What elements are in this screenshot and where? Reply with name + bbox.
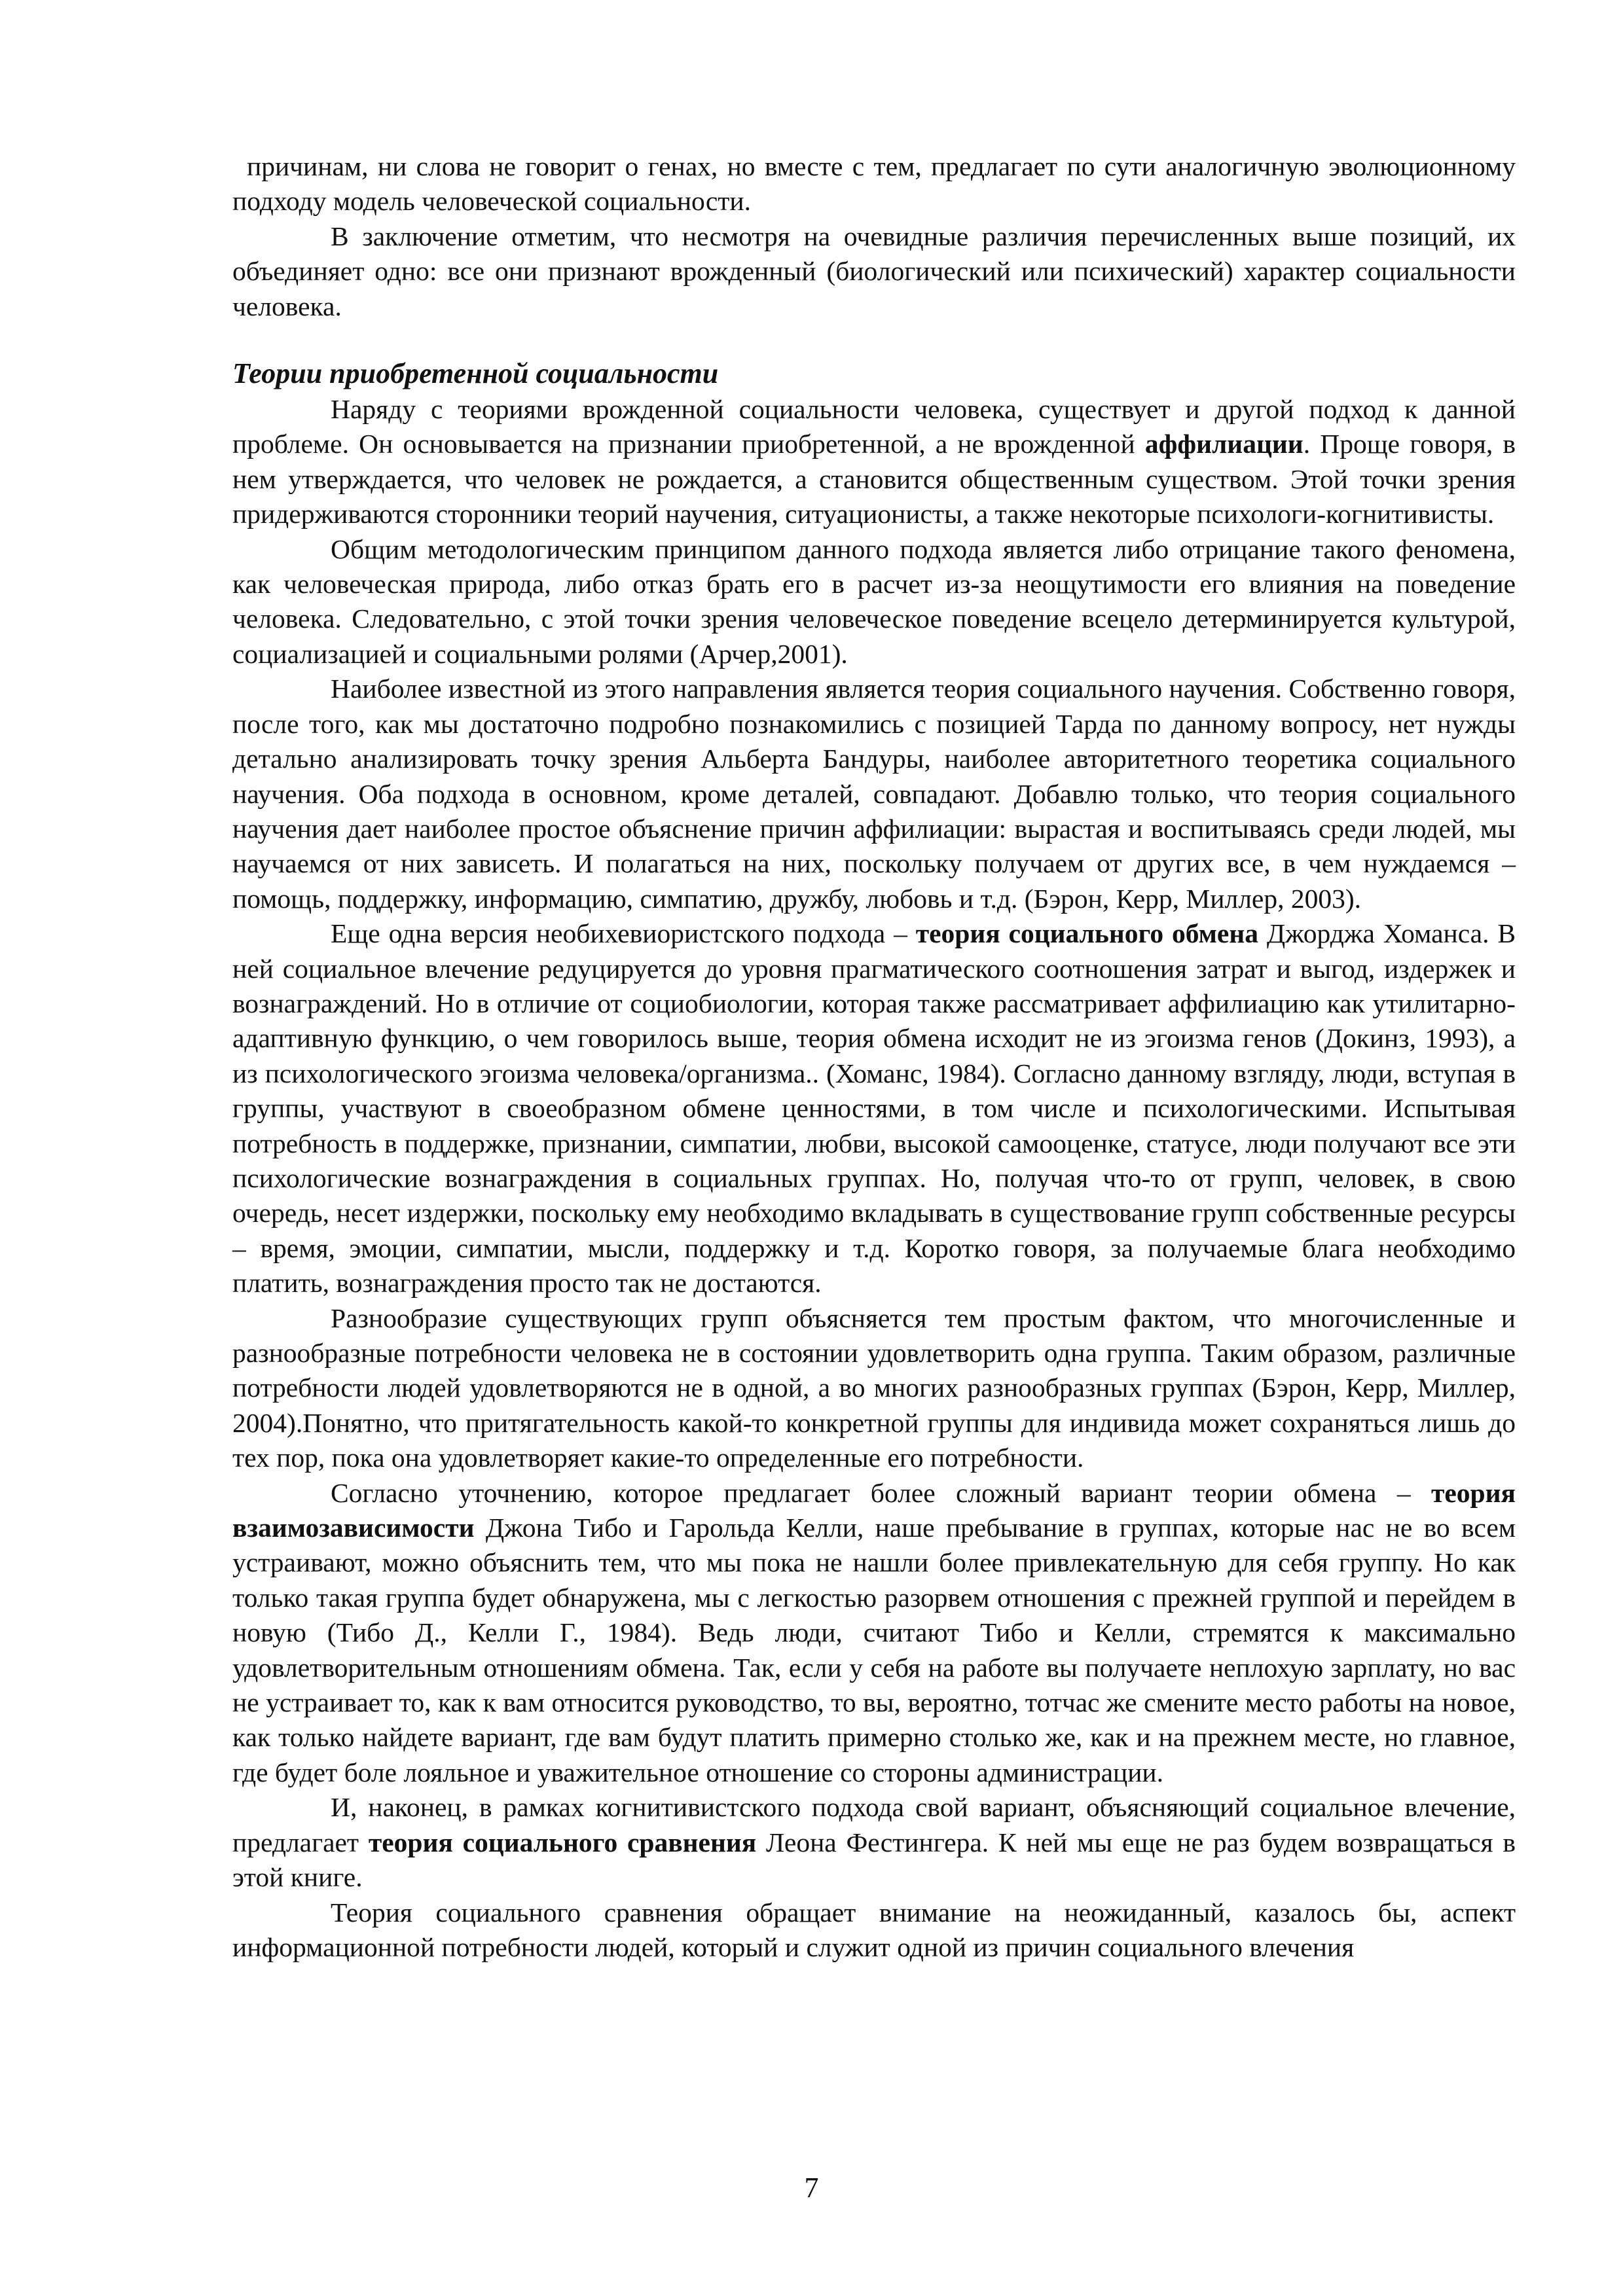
paragraph-1: Наряду с теориями врожденной социальности человека, существует и другой подход к данной проблеме. Он основывается на признании приобретенной, а не врожденной аффилиации. Проще говоря, в нем утверждается, что человек не рождается, а становится общественным существом. Этой точки зрения придерживаются сторонники теорий научения, ситуационисты, а также некоторые психологи-когнитивисты.: [232, 394, 1516, 529]
paragraph-intro-1: причинам, ни слова не говорит о генах, но вместе с тем, предлагает по сути аналогичную эволюционному подходу модель человеческой социальности.: [232, 151, 1516, 217]
paragraph-5: Разнообразие существующих групп объясняется тем простым фактом, что многочисленные и разнообразные потребности человека не в состоянии удовлетворить одна группа. Таким образом, различные потребности людей удовлетворяются не в одной, а во многих разнообразных группах (Бэрон, Керр, Миллер, 2004).Понятно, что притягательность какой-то конкретной группы для индивида может сохраняться лишь до тех пор, пока она удовлетворяет какие-то определенные его потребности.: [232, 1302, 1516, 1473]
page-text: [232, 149, 1516, 1965]
paragraph-intro-2: В заключение отметим, что несмотря на очевидные различия перечисленных выше позиций, их объединяет одно: все они признают врожденный (биологический или психический) характер социальности человека.: [232, 221, 1516, 321]
term-social-exchange: теория социального обмена: [915, 918, 1258, 949]
paragraph-6: Согласно уточнению, которое предлагает более сложный вариант теории обмена – теория взаимозависимости Джона Тибо и Гарольда Келли, наше пребывание в группах, которые нас не во всем устраивают, можно объяснить тем, что мы пока не нашли более привлекательную для себя группу. Но как только такая группа будет обнаружена, мы с легкостью разорвем отношения с прежней группой и перейдем в новую (Тибо Д., Келли Г., 1984). Ведь люди, считают Тибо и Келли, стремятся к максимально удовлетворительным отношениям обмена. Так, если у себя на работе вы получаете неплохую зарплату, но вас не устраивает то, как к вам относится руководство, то вы, вероятно, тотчас же смените место работы на новое, как только найдете вариант, где вам будут платить примерно столько же, как и на прежнем месте, но главное, где будет боле лояльное и уважительное отношение со стороны администрации.: [232, 1477, 1516, 1787]
term-interdependence: теория взаимозависимости: [232, 1477, 1516, 1543]
paragraph-7: И, наконец, в рамках когнитивистского подхода свой вариант, объясняющий социальное влечение, предлагает теория социального сравнения Леона Фестингера. К ней мы еще не раз будем возвращаться в этой книге.: [232, 1792, 1516, 1893]
paragraph-4: Еще одна версия необихевиористского подхода – теория социального обмена Джорджа Хоманса. В ней социальное влечение редуцируется до уровня прагматического соотношения затрат и выгод, издержек и вознаграждений. Но в отличие от социобиологии, которая также рассматривает аффилиацию как утилитарно-адаптивную функцию, о чем говорилось выше, теория обмена исходит не из эгоизма генов (Докинз, 1993), а из психологического эгоизма человека/организма.. (Хоманс, 1984). Согласно данному взгляду, люди, вступая в группы, участвуют в своеобразном обмене ценностями, в том числе и психологическими. Испытывая потребность в поддержке, признании, симпатии, любви, высокой самооценке, статусе, люди получают все эти психологические вознаграждения в социальных группах. Но, получая что-то от групп, человек, в свою очередь, несет издержки, поскольку ему необходимо вкладывать в существование групп собственные ресурсы – время, эмоции, симпатии, мысли, поддержку и т.д. Коротко говоря, за получаемые блага необходимо платить, вознаграждения просто так не достаются.: [232, 918, 1516, 1299]
paragraph-3: Наиболее известной из этого направления является теория социального научения. Собственно говоря, после того, как мы достаточно подробно познакомились с позицией Тарда по данному вопросу, нет нужды детально анализировать точку зрения Альберта Бандуры, наиболее авторитетного теоретика социального научения. Оба подхода в основном, кроме деталей, совпадают. Добавлю только, что теория социального научения дает наиболее простое объяснение причин аффилиации: вырастая и воспитываясь среди людей, мы научаемся от них зависеть. И полагаться на них, поскольку получаем от других все, в чем нуждаемся – помощь, поддержку, информацию, симпатию, дружбу, любовь и т.д. (Бэрон, Керр, Миллер, 2003).: [232, 673, 1516, 914]
section-title: Теории приобретенной социальности: [232, 357, 719, 390]
page-number: 7: [804, 2172, 819, 2204]
term-affiliation: аффилиации: [1144, 429, 1304, 459]
paragraph-2: Общим методологическим принципом данного подхода является либо отрицание такого феномена, как человеческая природа, либо отказ брать его в расчет из-за неощутимости его влияния на поведение человека. Следовательно, с этой точки зрения человеческое поведение всецело детерминируется культурой, социализацией и социальными ролями (Арчер,2001).: [232, 533, 1516, 669]
paragraph-8: Теория социального сравнения обращает внимание на неожиданный, казалось бы, аспект информационной потребности людей, который и служит одной из причин социального влечения: [232, 1897, 1516, 1962]
term-social-comparison: теория социального сравнения: [368, 1827, 757, 1857]
